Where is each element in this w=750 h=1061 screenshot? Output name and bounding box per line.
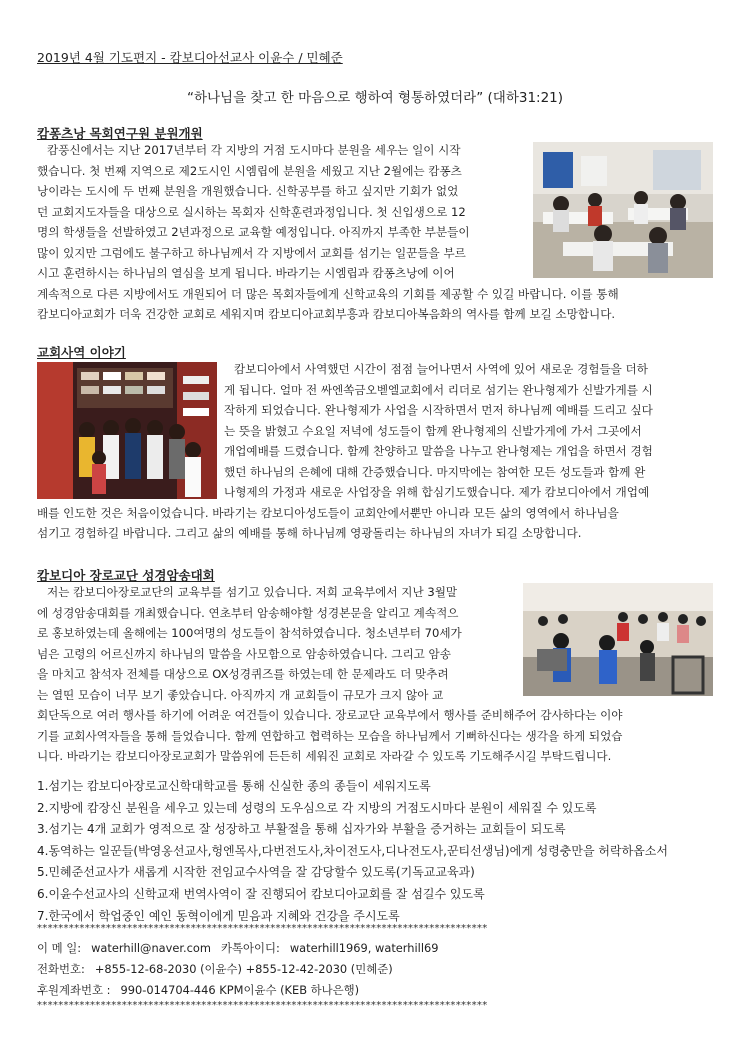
text-line: 시고 훈련하시는 하나님의 열심을 보게 됩니다. 바라기는 시엠립과 캄퐁츠낭에 이어 (37, 266, 455, 280)
contact-account-line (37, 982, 369, 998)
kakao-id: waterhill1969, waterhill69 (289, 941, 439, 955)
text-line: 저는 캄보디아장로교단의 교육부를 섬기고 있습니다. 저희 교육부에서 지난 3월말 (47, 585, 458, 599)
text-line: 했던 하나님의 은혜에 대해 간증했습니다. 마지막에는 참여한 모든 성도들과 함께 완 (224, 464, 646, 479)
account-label: 후원계좌번호 : (37, 983, 111, 997)
text-line: 기를 교회사역자들을 통해 들었습니다. 함께 연합하고 협력하는 모습을 하나님께서 기뻐하신다는 생각을 하게 되었습 (37, 728, 623, 743)
phone-numbers: +855-12-68-2030 (이윤수) +855-12-42-2030 (민혜준) (94, 962, 393, 976)
text-line: 캄풍신에서는 지난 2017년부터 각 지방의 거점 도시마다 분원을 세우는 일이 시작 (47, 143, 461, 157)
section-title-bible-recitation: 캄보디아 장로교단 성경암송대회 (37, 568, 215, 583)
prayer-request-item: 2.지방에 캄장신 분원을 세우고 있는데 성령의 도우심으로 각 지방의 거점도시마다 분원이 세워질 수 있도록 (37, 800, 597, 815)
text-line: 회단독으로 여러 행사를 하기에 어려운 여건들이 있습니다. 장로교단 교육부에서 행사를 준비해주어 감사하다는 이야 (37, 708, 623, 722)
text-line: 는 뜻을 밝혔고 수요일 저녁에 성도들이 함께 완나형제의 신발가게에 가서 그곳에서 (224, 423, 642, 438)
text-line: 넘은 고령의 어르신까지 하나님의 말씀을 사모함으로 암송하였습니다. 그리고 암송 (37, 646, 451, 661)
text-line: 에 성경암송대회를 개최했습니다. 연초부터 암송해야할 성경본문을 알리고 계속적으 (37, 605, 459, 620)
section-body-church-story (37, 359, 713, 549)
text-line: 던 교회지도자들을 대상으로 실시하는 목회자 신학훈련과정입니다. 첫 신입생으로 12 (37, 204, 466, 219)
prayer-request-item: 6.이윤수선교사의 신학교재 번역사역이 잘 진행되어 캄보디아교회를 잘 섬길수 있도록 (37, 886, 485, 901)
email-address[interactable]: waterhill@naver.com (91, 941, 211, 955)
text-line: 을 마치고 참석자 전체를 대상으로 OX성경퀴즈를 하였는데 한 문제라도 더 맞추려 (37, 667, 449, 681)
text-line: 캄보디아교회가 더욱 건강한 교회로 세워지며 캄보디아교회부흥과 캄보디아복음화의 역사를 함께 보길 소망합니다. (37, 307, 616, 321)
text-line: 작하게 되었습니다. 완나형제가 사업을 시작하면서 먼저 하나님께 예배를 드리고 싶다 (224, 403, 653, 417)
text-line: 로 홍보하였는데 올해에는 100여명의 성도들이 참석하였습니다. 청소년부터 70세가 (37, 626, 462, 640)
prayer-request-item: 5.민혜준선교사가 새롭게 시작한 전임교수사역을 잘 감당할수 있도록(기독교교육과) (37, 865, 475, 880)
text-line: 게 됩니다. 얼마 전 싸엔쏙금오벧엘교회에서 리더로 섬기는 완나형제가 신발가게를 시 (224, 382, 653, 397)
kakao-label: 카톡아이디: (220, 941, 280, 955)
letter-header: 2019년 4월 기도편지 - 캄보디아선교사 이윤수 / 민혜준 (37, 50, 343, 65)
phone-label: 전화번호: (37, 962, 85, 976)
text-line: 는 열띤 모습이 너무 보기 좋았습니다. 아직까지 개 교회들이 규모가 크지 않아 교 (37, 687, 444, 702)
section-title-branch-opening: 캄퐁츠낭 목회연구원 분원개원 (37, 126, 203, 141)
section-title-church-story: 교회사역 이야기 (37, 345, 126, 360)
bible-recitation-photo (523, 583, 713, 696)
text-line: 나형제의 가정과 새로운 사업장을 위해 합심기도했습니다. 제가 캄보디아에서 개업예 (224, 485, 650, 499)
email-label: 이 메 일: (37, 941, 82, 955)
prayer-request-item: 1.섬기는 캄보디아장로교신학대학교를 통해 신실한 종의 종들이 세워지도록 (37, 779, 431, 793)
text-line: 많이 있지만 그럼에도 불구하고 하나님께서 각 지방에서 교회를 섬기는 일꾼들을 부르 (37, 245, 466, 260)
prayer-request-item: 3.섬기는 4개 교회가 영적으로 잘 성장하고 부활절을 통해 십자가와 부활을 증거하는 교회들이 되도록 (37, 822, 566, 837)
text-line: 계속적으로 다른 지방에서도 개원되어 더 많은 목회자들에게 신학교육의 기회를 제공할 수 있길 바랍니다. 이를 통해 (37, 286, 619, 301)
divider-bottom: ************************************************************************************* (37, 1000, 488, 1011)
account-number: 990-014704-446 KPM이윤수 (KEB 하나은행) (120, 983, 360, 997)
scripture-quote: “하나님을 찾고 한 마음으로 행하여 형통하였더라” (대하31:21) (186, 90, 564, 106)
text-line: 했습니다. 첫 번째 지역으로 제2도시인 시엠립에 분원을 세웠고 지난 2월에는 캄퐁츠 (37, 163, 462, 178)
classroom-photo (533, 142, 713, 278)
prayer-request-item: 4.동역하는 일꾼들(박영옹선교사,헝엔목사,다번전도사,차이전도사,디나전도사,꾼티선생님)에게 성령충만을 허락하옵소서 (37, 843, 668, 858)
text-line: 캄보디아에서 사역했던 시간이 점점 늘어나면서 사역에 있어 새로운 경험들을 더하 (234, 362, 648, 376)
contact-email-line (37, 940, 449, 956)
prayer-request-item: 7.한국에서 학업중인 예인 동혁이에게 믿음과 지혜와 건강을 주시도록 (37, 908, 400, 923)
text-line: 배를 인도한 것은 처음이었습니다. 바라기는 캄보디아성도들이 교회안에서뿐만 아니라 모든 삶의 영역에서 하나님을 (37, 505, 619, 520)
text-line: 명의 학생들을 선발하였고 2년과정으로 교육할 예정입니다. 아직까지 부족한 부분들이 (37, 225, 470, 239)
text-line: 개업예배를 드렸습니다. 함께 찬양하고 말씀을 나누고 완나형제는 개업을 하면서 경험 (224, 444, 653, 458)
contact-phone-line (37, 961, 403, 977)
text-line: 니다. 바라기는 캄보디아장로교회가 말씀위에 든든히 세워진 교회로 자라갈 수 있도록 기도해주시길 부탁드립니다. (37, 749, 612, 763)
text-line: 낭이라는 도시에 두 번째 분원을 개원했습니다. 신학공부를 하고 싶지만 기회가 없었 (37, 184, 459, 198)
text-line: 섬기고 경험하길 바랍니다. 그리고 삶의 예배를 통해 하나님께 영광돌리는 하나님의 자녀가 되길 소망합니다. (37, 526, 582, 540)
prayer-request-list (37, 776, 727, 927)
divider-top: ************************************************************************************* (37, 923, 488, 934)
